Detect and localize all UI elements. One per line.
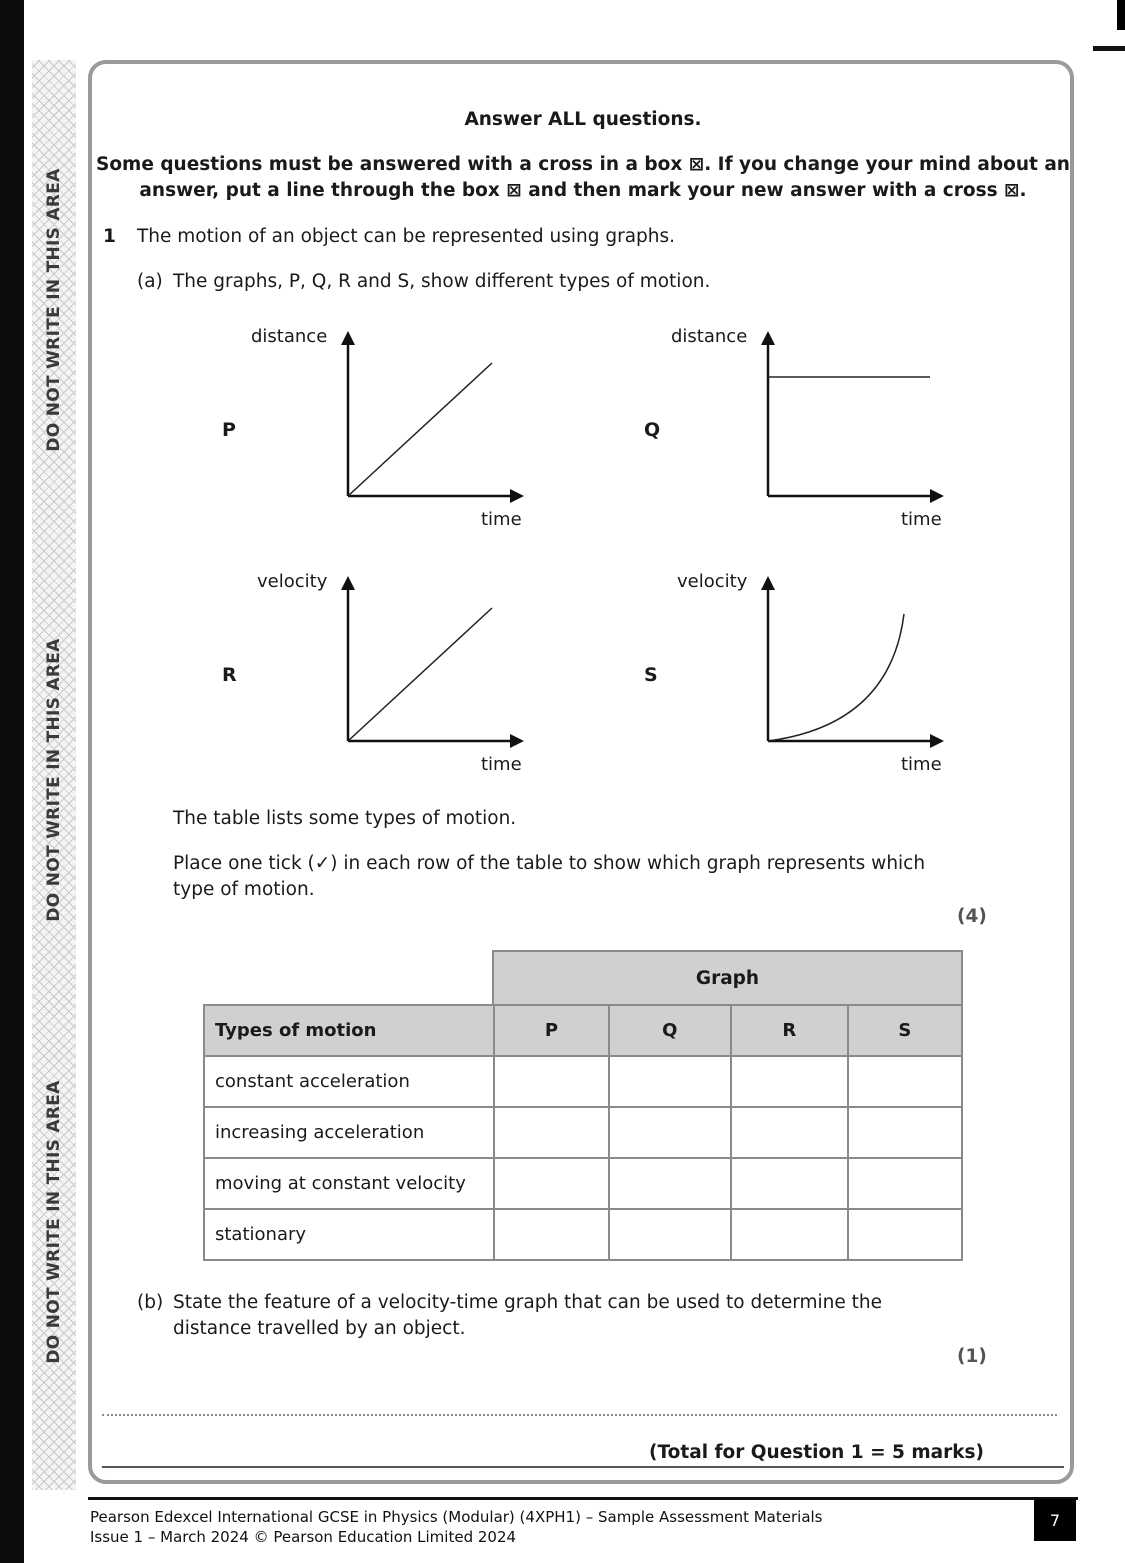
footer: [90, 1507, 823, 1547]
graph-s-x-label: time: [901, 754, 942, 775]
graph-p-x-arrow: [510, 489, 524, 503]
footer-rule: [88, 1497, 1078, 1500]
part-b-label: (b): [137, 1292, 164, 1313]
right-edge-mark: [1117, 0, 1125, 30]
tick-cell-increasing-acceleration-q[interactable]: [609, 1107, 731, 1158]
graph-r-y-label: velocity: [257, 571, 328, 592]
part-a-text: The graphs, P, Q, R and S, show different types of motion.: [173, 271, 711, 292]
tick-cell-stationary-p[interactable]: [494, 1209, 609, 1260]
tick-cell-constant-velocity-r[interactable]: [731, 1158, 848, 1209]
graph-q-letter: Q: [644, 419, 661, 441]
graph-r-x-label: time: [481, 754, 522, 775]
question-stem: The motion of an object can be represented using graphs.: [137, 226, 676, 247]
table-header-row: [204, 1005, 962, 1056]
table-row: [204, 1158, 962, 1209]
table-row: [204, 1107, 962, 1158]
part-b-line-2: distance travelled by an object.: [173, 1318, 466, 1339]
motion-table: [203, 1004, 963, 1261]
tick-cell-constant-acceleration-s[interactable]: [848, 1056, 962, 1107]
margin-warning-middle: DO NOT WRITE IN THIS AREA: [44, 638, 64, 922]
graph-s-y-arrow: [761, 576, 775, 590]
column-header-s: S: [848, 1005, 962, 1056]
part-b-line-1: State the feature of a velocity-time graph that can be used to determine the: [173, 1292, 882, 1313]
graph-p-letter: P: [222, 419, 236, 441]
graph-s-y-label: velocity: [677, 571, 748, 592]
table-row: [204, 1056, 962, 1107]
tick-cell-stationary-r[interactable]: [731, 1209, 848, 1260]
tick-cell-stationary-q[interactable]: [609, 1209, 731, 1260]
graph-r-x-arrow: [510, 734, 524, 748]
margin-warning-top: DO NOT WRITE IN THIS AREA: [44, 168, 64, 452]
tick-cell-constant-velocity-p[interactable]: [494, 1158, 609, 1209]
total-rule: [102, 1466, 1064, 1468]
graph-p: [330, 325, 530, 510]
table-row: [204, 1209, 962, 1260]
graph-r-line: [348, 608, 492, 741]
table-graph-header: Graph: [492, 950, 963, 1006]
graph-s-letter: S: [644, 664, 658, 686]
tick-cell-constant-acceleration-p[interactable]: [494, 1056, 609, 1107]
row-label-constant-acceleration: constant acceleration: [204, 1056, 494, 1107]
margin-warning-bottom: DO NOT WRITE IN THIS AREA: [44, 1080, 64, 1364]
graph-q-x-arrow: [930, 489, 944, 503]
part-a-label: (a): [137, 271, 163, 292]
tick-cell-constant-velocity-s[interactable]: [848, 1158, 962, 1209]
graph-s: [750, 570, 950, 755]
question-total: (Total for Question 1 = 5 marks): [649, 1442, 984, 1463]
column-header-q: Q: [609, 1005, 731, 1056]
column-header-r: R: [731, 1005, 848, 1056]
answer-line[interactable]: [102, 1414, 1057, 1416]
row-label-stationary: stationary: [204, 1209, 494, 1260]
tick-cell-stationary-s[interactable]: [848, 1209, 962, 1260]
tick-cell-increasing-acceleration-s[interactable]: [848, 1107, 962, 1158]
graph-p-line: [348, 363, 492, 496]
instructions-line-2: answer, put a line through the box ⊠ and then mark your new answer with a cross ⊠.: [139, 180, 1027, 201]
row-label-increasing-acceleration: increasing acceleration: [204, 1107, 494, 1158]
graph-s-curve: [768, 614, 904, 741]
page-number: 7: [1034, 1499, 1076, 1541]
footer-line-1: Pearson Edexcel International GCSE in Physics (Modular) (4XPH1) – Sample Assessment Materials: [90, 1508, 823, 1526]
row-label-constant-velocity: moving at constant velocity: [204, 1158, 494, 1209]
tick-instruction-line-2: type of motion.: [173, 879, 315, 900]
tick-cell-increasing-acceleration-p[interactable]: [494, 1107, 609, 1158]
tick-instruction-line-1: Place one tick (✓) in each row of the table to show which graph represents which: [173, 853, 926, 874]
tick-cell-constant-velocity-q[interactable]: [609, 1158, 731, 1209]
table-intro: The table lists some types of motion.: [173, 808, 517, 829]
question-number: 1: [103, 226, 116, 247]
graph-r: [330, 570, 530, 755]
graph-r-letter: R: [222, 664, 237, 686]
instructions-line-1: Some questions must be answered with a cross in a box ⊠. If you change your mind about an: [96, 154, 1070, 175]
graph-s-x-arrow: [930, 734, 944, 748]
part-b-marks: (1): [957, 1346, 987, 1367]
graph-q-y-arrow: [761, 331, 775, 345]
graph-p-y-label: distance: [251, 326, 328, 347]
footer-line-2: Issue 1 – March 2024 © Pearson Education Limited 2024: [90, 1528, 517, 1546]
graph-p-x-label: time: [481, 509, 522, 530]
graph-q: [750, 325, 950, 510]
tick-cell-increasing-acceleration-r[interactable]: [731, 1107, 848, 1158]
graph-q-x-label: time: [901, 509, 942, 530]
instructions-title: Answer ALL questions.: [464, 109, 702, 130]
part-a-marks: (4): [957, 906, 987, 927]
graph-q-y-label: distance: [671, 326, 748, 347]
table-row-header: Types of motion: [204, 1005, 494, 1056]
column-header-p: P: [494, 1005, 609, 1056]
tick-cell-constant-acceleration-r[interactable]: [731, 1056, 848, 1107]
tick-cell-constant-acceleration-q[interactable]: [609, 1056, 731, 1107]
right-margin-dash: [1093, 46, 1125, 51]
graph-p-y-arrow: [341, 331, 355, 345]
graph-r-y-arrow: [341, 576, 355, 590]
left-edge-bar: [0, 0, 24, 1563]
